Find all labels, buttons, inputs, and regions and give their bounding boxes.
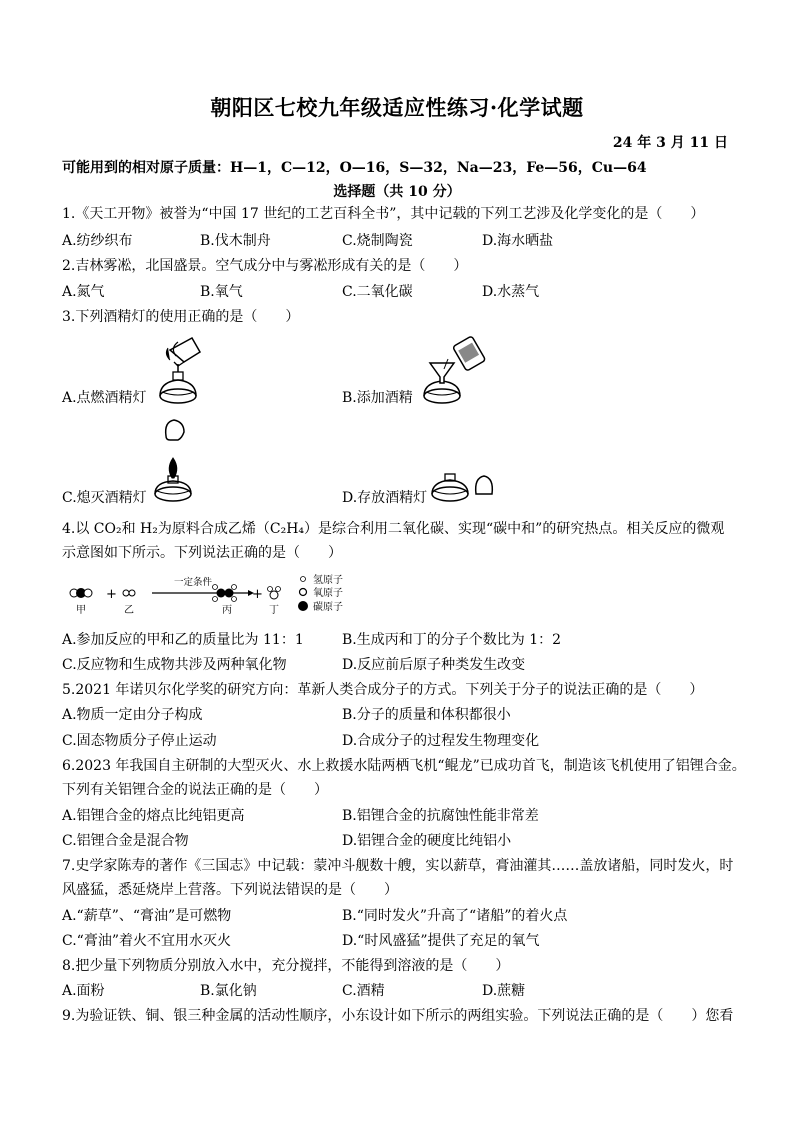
extinguish-lamp-figure (148, 418, 198, 504)
q3-option-c: C.熄灭酒精灯 (62, 490, 147, 506)
plus-sign-2: + (252, 587, 263, 602)
co2-molecule (70, 588, 92, 598)
q4-option-c: C.反应物和生成物共涉及两种氧化物 (62, 657, 287, 673)
q6-option-a: A.铝锂合金的熔点比纯铝更高 (62, 808, 245, 824)
q5-option-b: B.分子的质量和体积都很小 (342, 707, 511, 723)
q5-stem: 5.2021 年诺贝尔化学奖的研究方向：革新人类合成分子的方式。下列关于分子的说法正确的是（ ） (62, 682, 704, 698)
q4-option-d: D.反应前后原子种类发生改变 (342, 657, 526, 673)
q8-option-a: A.面粉 (62, 983, 105, 999)
label-jia: 甲 (76, 605, 86, 616)
q5-option-d: D.合成分子的过程发生物理变化 (342, 733, 540, 749)
plus-sign-1: + (106, 587, 117, 602)
q7-option-d: D.“时风盛猛”提供了充足的氧气 (342, 933, 540, 949)
section-heading: 选择题（共 10 分） (333, 184, 461, 200)
q8-option-c: C.酒精 (342, 983, 385, 999)
legend-carbon: 碳原子 (313, 602, 343, 613)
label-ding: 丁 (269, 605, 279, 616)
lamp-lighting-figure (148, 336, 212, 408)
label-bing: 丙 (222, 605, 232, 616)
atomic-masses: 可能用到的相对原子质量：H—1，C—12，O—16，S—32，Na—23，Fe—56，Cu—64 (62, 160, 647, 176)
q2-stem: 2.吉林雾凇，北国盛景。空气成分中与雾凇形成有关的是（ ） (62, 258, 468, 274)
q3-option-a: A.点燃酒精灯 (62, 390, 147, 406)
q3-option-b: B.添加酒精 (342, 390, 413, 406)
q4-stem-line1: 4.以 CO₂和 H₂为原料合成乙烯（C₂H₄）是综合利用二氧化碳、实现“碳中和”的研究热点。相关反应的微观 (62, 521, 725, 537)
legend-hydrogen: 氢原子 (313, 575, 343, 586)
legend-oxygen-icon (300, 589, 307, 596)
q6-stem-line1: 6.2023 年我国自主研制的大型灭火、水上救援水陆两栖飞机“鲲龙”已成功首飞，制造该飞机使用了铝锂合金。 (62, 758, 746, 774)
adding-alcohol-figure (418, 333, 490, 408)
q8-option-d: D.蔗糖 (482, 983, 526, 999)
label-yi: 乙 (124, 605, 134, 616)
reaction-diagram (62, 571, 362, 621)
legend-carbon-icon (298, 601, 308, 611)
q5-option-a: A.物质一定由分子构成 (62, 707, 203, 723)
q4-stem-line2: 示意图如下所示。下列说法正确的是（ ） (62, 545, 342, 561)
q4-option-b: B.生成丙和丁的分子个数比为 1：2 (342, 632, 562, 648)
q2-option-b: B.氧气 (200, 284, 243, 300)
q8-option-b: B.氯化钠 (200, 983, 257, 999)
q7-option-a: A.“薪草”、“膏油”是可燃物 (62, 908, 232, 924)
q1-option-c: C.烧制陶瓷 (342, 233, 413, 249)
q8-stem: 8.把少量下列物质分别放入水中，充分搅拌，不能得到溶液的是（ ） (62, 958, 510, 974)
q6-option-c: C.铝锂合金是混合物 (62, 833, 189, 849)
h2o-molecule (268, 587, 281, 600)
h2-molecule (123, 590, 135, 596)
q2-option-d: D.水蒸气 (482, 284, 540, 300)
q3-option-d: D.存放酒精灯 (342, 490, 428, 506)
q2-option-a: A.氮气 (62, 284, 105, 300)
q9-stem: 9.为验证铁、铜、银三种金属的活动性顺序，小东设计如下所示的两组实验。下列说法正确的是（ ）您看 (62, 1008, 734, 1024)
q7-stem-line2: 风盛猛，悉延烧岸上营落。下列说法错误的是（ ） (62, 882, 398, 898)
legend-oxygen: 氧原子 (313, 588, 343, 599)
q6-option-b: B.铝锂合金的抗腐蚀性能非常差 (342, 808, 539, 824)
reaction-condition: 一定条件 (174, 577, 213, 588)
stored-lamp-figure (428, 464, 498, 504)
q1-option-d: D.海水晒盐 (482, 233, 554, 249)
q3-stem: 3.下列酒精灯的使用正确的是（ ） (62, 309, 300, 325)
page-title: 朝阳区七校九年级适应性练习·化学试题 (210, 95, 584, 120)
q5-option-c: C.固态物质分子停止运动 (62, 733, 217, 749)
exam-date: 24 年 3 月 11 日 (612, 135, 728, 151)
q7-stem-line1: 7.史学家陈寿的著作《三国志》中记载：蒙冲斗舰数十艘，实以薪草，膏油灌其……盖放诸船，同时发火，时 (62, 858, 734, 874)
q7-option-c: C.“膏油”着火不宜用水灭火 (62, 933, 231, 949)
q1-option-b: B.伐木制舟 (200, 233, 271, 249)
q6-stem-line2: 下列有关铝锂合金的说法正确的是（ ） (62, 782, 328, 798)
q2-option-c: C.二氧化碳 (342, 284, 413, 300)
q1-option-a: A.纺纱织布 (62, 233, 133, 249)
q4-option-a: A.参加反应的甲和乙的质量比为 11：1 (62, 632, 304, 648)
q6-option-d: D.铝锂合金的硬度比纯铝小 (342, 833, 512, 849)
q1-stem: 1.《天工开物》被誉为“中国 17 世纪的工艺百科全书”，其中记载的下列工艺涉及化学变化的是（ ） (62, 206, 705, 222)
q7-option-b: B.“同时发火”升高了“诸船”的着火点 (342, 908, 568, 924)
legend-hydrogen-icon (301, 577, 306, 582)
